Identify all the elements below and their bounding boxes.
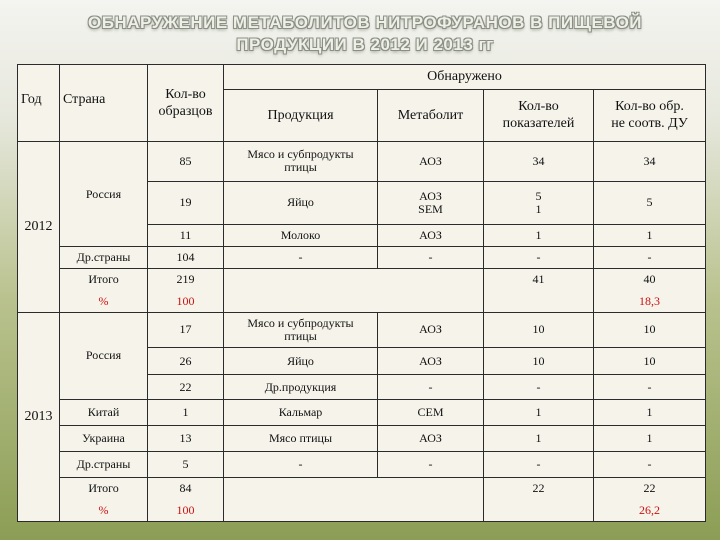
table-row xyxy=(18,452,706,478)
empty-cell xyxy=(484,500,594,522)
samples-cell: 5 xyxy=(148,452,224,478)
indicators-line: 1 xyxy=(535,201,542,216)
percent-label: % xyxy=(60,500,148,522)
samples-cell: 17 xyxy=(148,312,224,347)
header-samples-l1: Кол-во xyxy=(165,87,206,102)
country-russia-2012: Россия xyxy=(60,142,148,247)
samples-percent: 100 xyxy=(148,500,224,522)
title-line-2: ПРОДУКЦИИ В 2012 И 2013 гг xyxy=(236,35,494,54)
metabolite-line: АОЗ xyxy=(419,188,442,203)
header-detected: Обнаружено xyxy=(224,65,706,90)
noncompliant-cell: - xyxy=(594,452,706,478)
product-line: птицы xyxy=(284,160,317,175)
metabolite-cell: - xyxy=(378,375,484,400)
indicators-cell: 1 xyxy=(484,400,594,426)
product-line: птицы xyxy=(284,328,317,343)
total-noncompliant: 22 xyxy=(594,478,706,500)
header-metabolite: Метаболит xyxy=(378,89,484,141)
samples-cell: 22 xyxy=(148,375,224,400)
metabolite-cell: СЕМ xyxy=(378,400,484,426)
metabolite-cell: АОЗ xyxy=(378,312,484,347)
header-country: Страна xyxy=(60,65,148,142)
indicators-cell xyxy=(484,181,594,225)
noncompliant-cell: 10 xyxy=(594,348,706,375)
indicators-cell: - xyxy=(484,247,594,269)
table-row xyxy=(18,312,706,347)
title-line-1: ОБНАРУЖЕНИЕ МЕТАБОЛИТОВ НИТРОФУРАНОВ В ПИЩЕВОЙ xyxy=(87,13,643,32)
noncompliant-cell: 1 xyxy=(594,400,706,426)
header-noncompliant xyxy=(594,89,706,141)
metabolite-cell xyxy=(378,181,484,225)
table-row xyxy=(18,426,706,452)
total-empty xyxy=(224,269,484,313)
header-indicators-l2: показателей xyxy=(502,116,575,132)
header-samples xyxy=(148,65,224,142)
product-cell: - xyxy=(224,452,378,478)
year-2012: 2012 xyxy=(18,142,60,313)
header-indicators-l1: Кол-во xyxy=(518,99,559,115)
table-row xyxy=(18,142,706,182)
indicators-cell: - xyxy=(484,452,594,478)
indicators-cell: 1 xyxy=(484,426,594,452)
indicators-cell: 34 xyxy=(484,142,594,182)
table-row-total-2012 xyxy=(18,269,706,291)
samples-cell: 104 xyxy=(148,247,224,269)
total-empty xyxy=(224,478,484,522)
country-russia-2013: Россия xyxy=(60,312,148,399)
samples-cell: 85 xyxy=(148,142,224,182)
indicators-cell: 1 xyxy=(484,225,594,247)
year-2013: 2013 xyxy=(18,312,60,521)
product-cell: Молоко xyxy=(224,225,378,247)
noncompliant-percent: 18,3 xyxy=(594,290,706,312)
header-samples-l2: образцов xyxy=(158,104,213,119)
metabolite-cell: - xyxy=(378,247,484,269)
samples-cell: 11 xyxy=(148,225,224,247)
metabolite-cell: АОЗ xyxy=(378,348,484,375)
percent-label: % xyxy=(60,290,148,312)
indicators-cell: - xyxy=(484,375,594,400)
header-noncompliant-l1: Кол-во обр. xyxy=(615,99,684,115)
product-line: Мясо и субпродукты xyxy=(247,315,354,330)
samples-percent: 100 xyxy=(148,290,224,312)
metabolite-cell: АОЗ xyxy=(378,426,484,452)
empty-cell xyxy=(484,290,594,312)
noncompliant-cell: - xyxy=(594,247,706,269)
metabolite-line: SEM xyxy=(418,201,443,216)
total-indicators: 41 xyxy=(484,269,594,291)
noncompliant-cell: 1 xyxy=(594,426,706,452)
table-row xyxy=(18,247,706,269)
header-year: Год xyxy=(18,65,60,142)
noncompliant-cell: 1 xyxy=(594,225,706,247)
country-china: Китай xyxy=(60,400,148,426)
total-indicators: 22 xyxy=(484,478,594,500)
header-row-1 xyxy=(18,65,706,90)
samples-cell: 1 xyxy=(148,400,224,426)
header-noncompliant-l2: не соотв. ДУ xyxy=(611,116,688,132)
noncompliant-cell: 34 xyxy=(594,142,706,182)
country-other-2012: Др.страны xyxy=(60,247,148,269)
header-indicators xyxy=(484,89,594,141)
product-cell: Яйцо xyxy=(224,348,378,375)
metabolite-cell: - xyxy=(378,452,484,478)
metabolite-cell: АОЗ xyxy=(378,225,484,247)
product-cell: Кальмар xyxy=(224,400,378,426)
product-cell: Яйцо xyxy=(224,181,378,225)
product-cell: - xyxy=(224,247,378,269)
noncompliant-cell: - xyxy=(594,375,706,400)
product-cell: Мясо птицы xyxy=(224,426,378,452)
samples-cell: 13 xyxy=(148,426,224,452)
product-cell xyxy=(224,312,378,347)
noncompliant-cell: 5 xyxy=(594,181,706,225)
samples-cell: 19 xyxy=(148,181,224,225)
header-product: Продукция xyxy=(224,89,378,141)
indicators-cell: 10 xyxy=(484,312,594,347)
product-line: Мясо и субпродукты xyxy=(247,147,354,162)
total-samples: 84 xyxy=(148,478,224,500)
samples-cell: 26 xyxy=(148,348,224,375)
noncompliant-percent: 26,2 xyxy=(594,500,706,522)
metabolites-table xyxy=(17,64,706,522)
total-noncompliant: 40 xyxy=(594,269,706,291)
product-cell: Др.продукция xyxy=(224,375,378,400)
total-label: Итого xyxy=(60,269,148,291)
table-row xyxy=(18,400,706,426)
slide-title xyxy=(40,12,690,56)
total-samples: 219 xyxy=(148,269,224,291)
country-ukraine: Украина xyxy=(60,426,148,452)
noncompliant-cell: 10 xyxy=(594,312,706,347)
total-label: Итого xyxy=(60,478,148,500)
table-row-total-2013 xyxy=(18,478,706,500)
indicators-line: 5 xyxy=(535,188,542,203)
indicators-cell: 10 xyxy=(484,348,594,375)
metabolite-cell: АОЗ xyxy=(378,142,484,182)
country-other-2013: Др.страны xyxy=(60,452,148,478)
product-cell xyxy=(224,142,378,182)
